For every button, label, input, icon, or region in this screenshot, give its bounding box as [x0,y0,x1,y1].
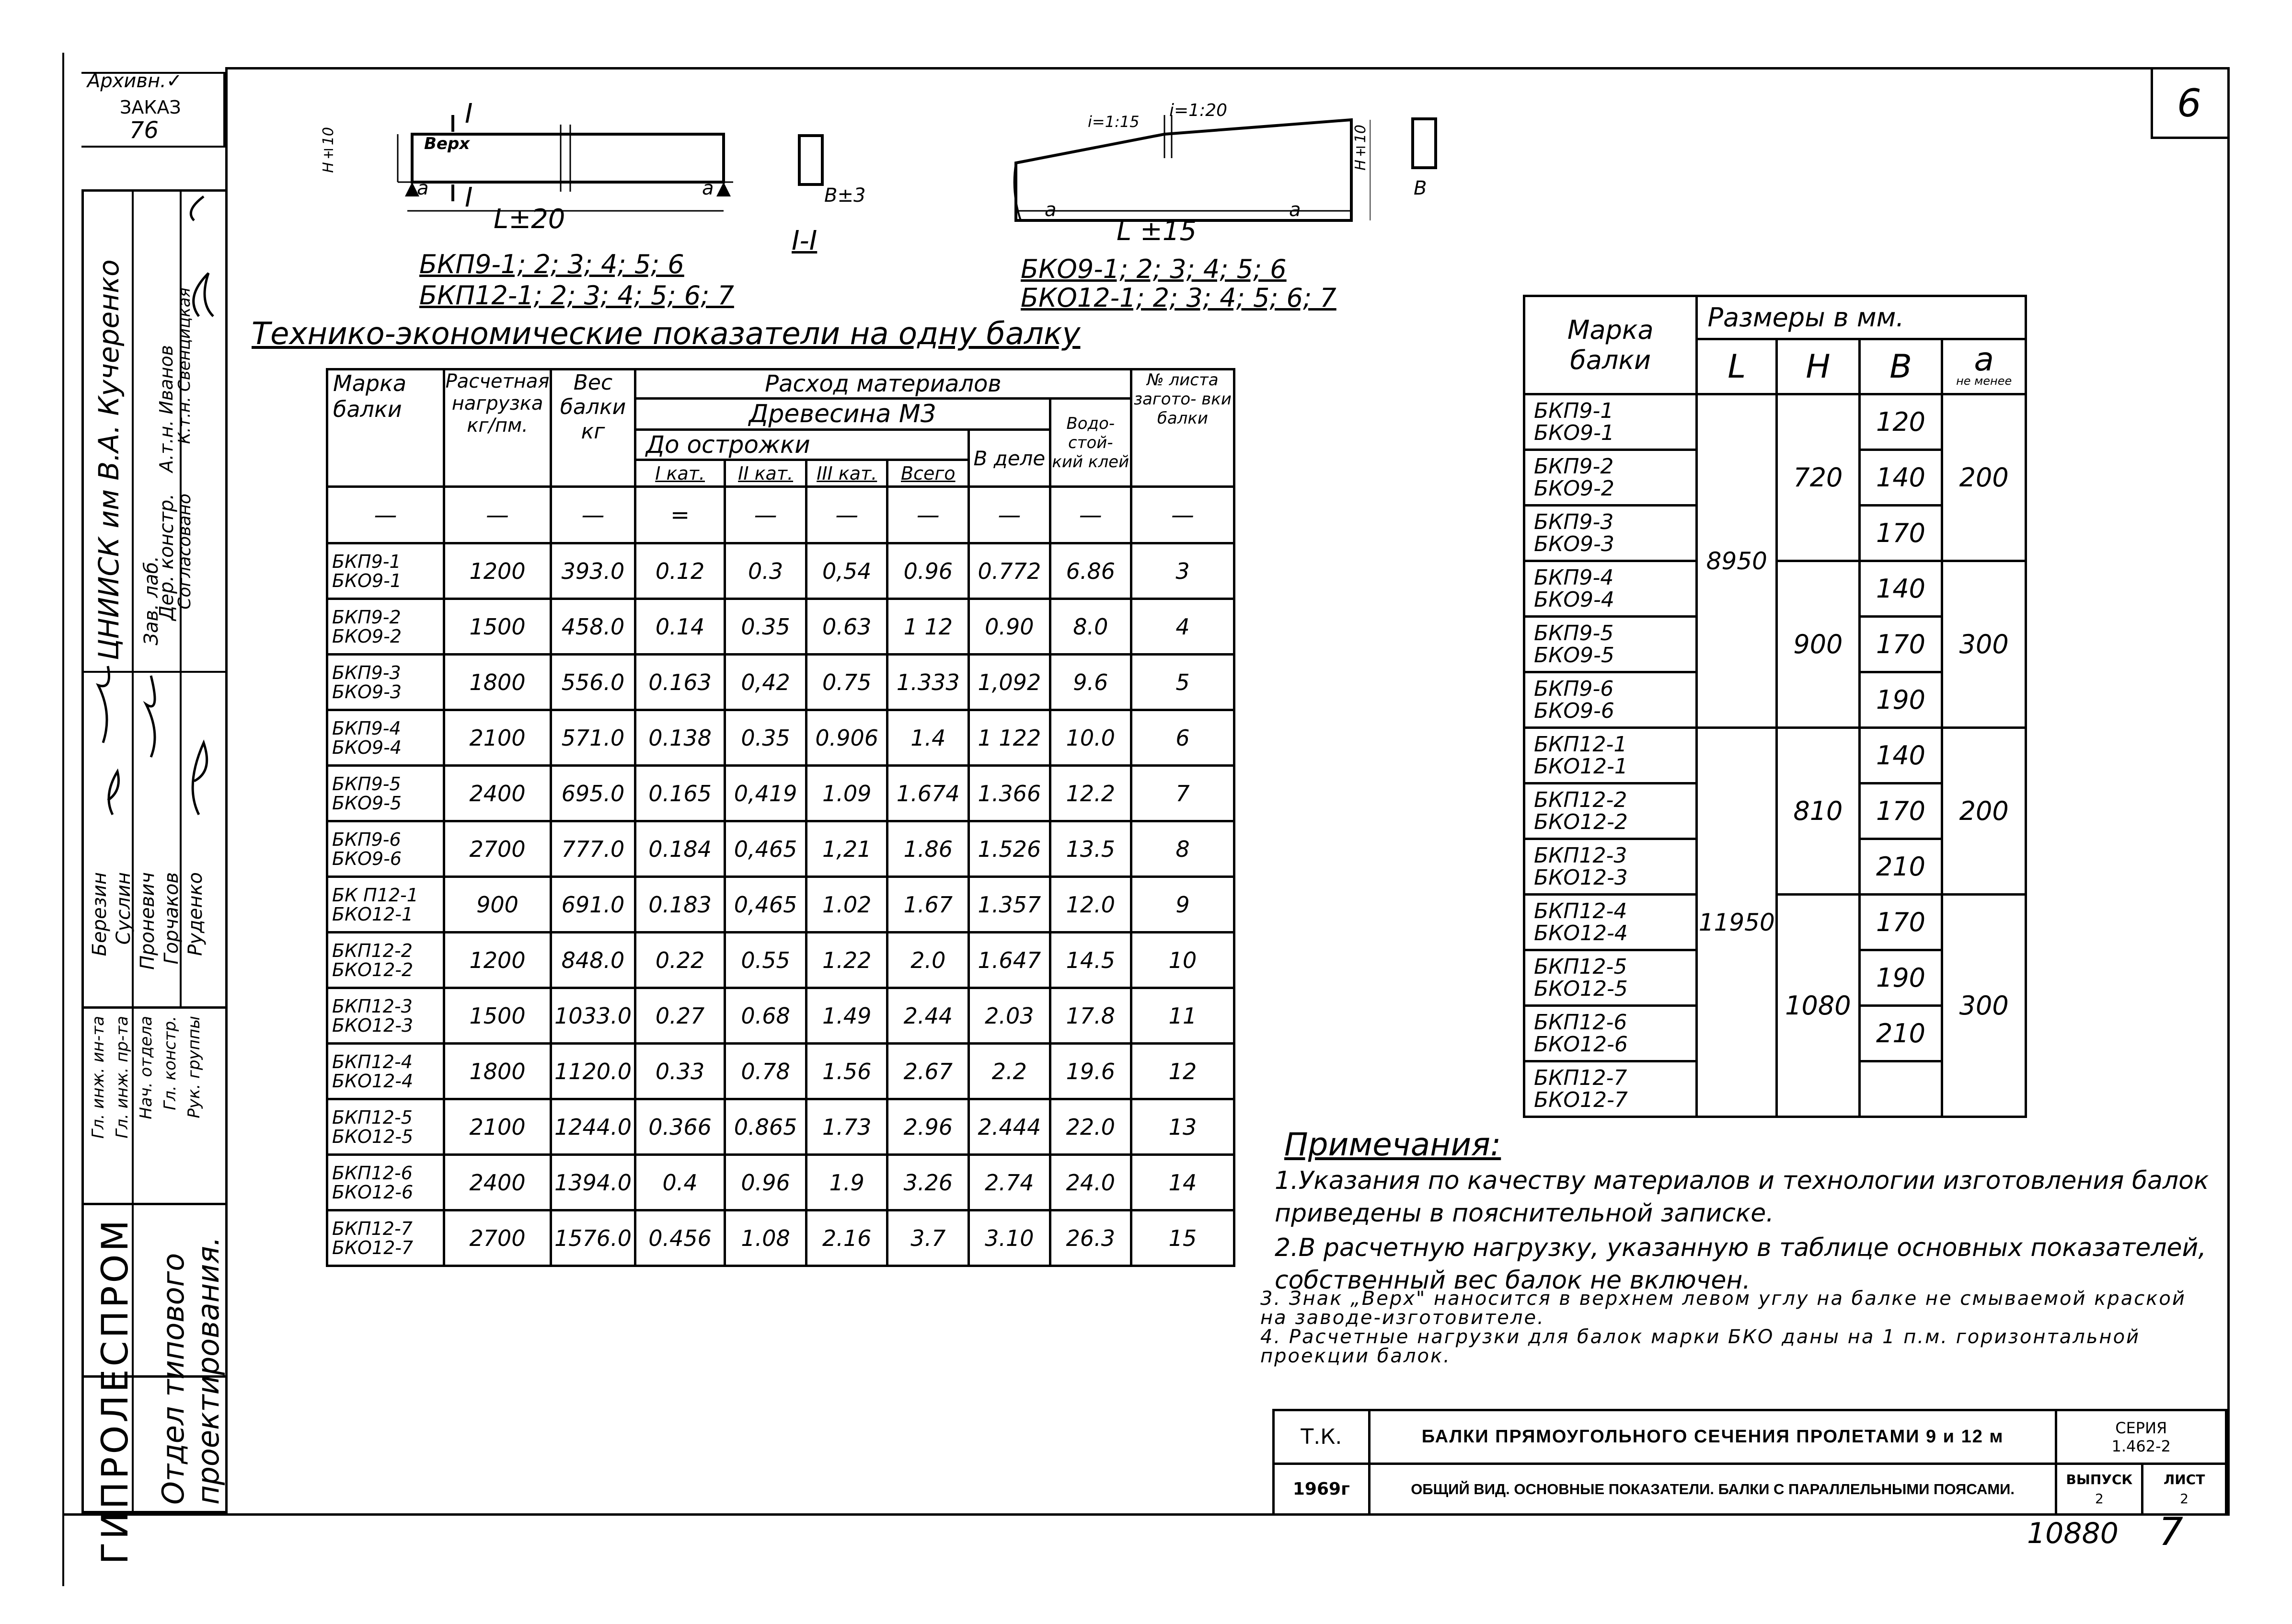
note-3: 3. Знак „Верх" наносится в верхнем левом углу на балке не смываемой краской на заводе-изготовителе. [1260,1288,2186,1329]
cell-c1: 0.165 [635,766,725,821]
cell-tot: 2.0 [887,933,969,988]
cell-glue: 12.2 [1050,766,1131,821]
dim-row-mark: БКП9-2 БКО9-2 [1524,450,1697,506]
cell-load: 1500 [444,599,551,655]
dim-row-mark: БКП9-6 БКО9-6 [1524,672,1697,728]
dim-row [1524,394,2026,450]
cell-c1: 0.22 [635,933,725,988]
cell-tot: 0.96 [887,543,969,599]
d2-support-left: a [1045,199,1057,221]
cell-glue: 8.0 [1050,599,1131,655]
cell-weight: 1033.0 [551,988,635,1044]
cell-weight: 1244.0 [551,1099,635,1155]
cell-load: 1200 [444,543,551,599]
table-row [327,655,1234,710]
cell-sheet: 9 [1131,877,1234,933]
cell-load: 1800 [444,655,551,710]
cell-c2: 0,419 [725,766,806,821]
d2-slope-1: i=1:15 [1088,113,1140,131]
cell-load: 2700 [444,821,551,877]
dim-B: 190 [1859,672,1942,728]
dim-B: 170 [1859,895,1942,950]
row-mark: БКП12-4 БКО12-4 [327,1044,444,1099]
th-consumption: Расход материалов [635,369,1131,399]
dim-H: 720 [1777,394,1860,561]
dim-B: 140 [1859,561,1942,617]
cell-glue: 17.8 [1050,988,1131,1044]
table-row [327,821,1234,877]
cell-c1: 0.12 [635,543,725,599]
cell-c2: 0,42 [725,655,806,710]
sheet-number-box [2151,69,2230,139]
th-sheet: № листа загото- вки балки [1131,369,1234,487]
stamp-role-2: Дер. констр. [156,494,178,621]
d1-section-mark-bottom: I [465,182,473,213]
dim-row-mark: БКП12-1 БКО12-1 [1524,728,1697,783]
dim-B: 190 [1859,950,1942,1006]
dim-th-H: H [1777,339,1860,394]
archive-label: Архивн.✓ [87,70,183,92]
institute-name: ГИПРОЛЕСПРОМ [93,1217,136,1565]
table-row [327,933,1234,988]
cell-work: 1.357 [969,877,1050,933]
stamp-role-1: Зав. лаб. [140,556,162,645]
cell-c1: 0.138 [635,710,725,766]
th-weight: Вес балки кг [551,369,635,487]
cell-work: 2.03 [969,988,1050,1044]
cell-c3: 0.63 [806,599,887,655]
cell-c3: 1,21 [806,821,887,877]
cell-weight: 571.0 [551,710,635,766]
d1-top-label: Верх [424,134,470,153]
cell-sheet: 13 [1131,1099,1234,1155]
cell-load: 1800 [444,1044,551,1099]
dim-B: 170 [1859,617,1942,672]
cell-c1: 0.184 [635,821,725,877]
d1-section-label: I-I [792,225,818,256]
stamp-person-2: К.т.н. Свенцицкая [175,288,194,444]
frame-right [2227,67,2230,1514]
cell-c2: 0.78 [725,1044,806,1099]
staff-role-3: Нач. отдела [137,1016,156,1119]
cell-c3: 1.9 [806,1155,887,1210]
cell-weight: 691.0 [551,877,635,933]
d2-support-right: a [1289,199,1301,221]
th-wood: Древесина М3 [635,399,1050,430]
gable-beam-body [1016,120,1351,220]
cell-c1: 0.14 [635,599,725,655]
cell-c2: 0.35 [725,710,806,766]
cell-weight: 777.0 [551,821,635,877]
row-mark: БКП9-2 БКО9-2 [327,599,444,655]
th-before-planing: До острожки [635,430,968,460]
dim-th-mark: Марка балки [1524,296,1697,394]
cell-c3: 1.02 [806,877,887,933]
tb-series: СЕРИЯ 1.462-2 [2056,1410,2226,1464]
cell-c2: 0.96 [725,1155,806,1210]
cell-glue: 13.5 [1050,821,1131,877]
cell-work: 2.444 [969,1099,1050,1155]
note-4: 4. Расчетные нагрузки для балок марки БКО даны на 1 п.м. горизонтальной проекции балок. [1260,1326,2141,1367]
cell-work: 1.647 [969,933,1050,988]
staff-role-4: Гл. констр. [161,1016,180,1110]
cell-load: 2700 [444,1210,551,1266]
cell-load: 2100 [444,1099,551,1155]
cell-work: 1.366 [969,766,1050,821]
cell-work: 2.2 [969,1044,1050,1099]
row-mark: БКП9-3 БКО9-3 [327,655,444,710]
dim-a: 300 [1942,895,2026,1117]
row-mark: БКП12-5 БКО12-5 [327,1099,444,1155]
staff-name-3: Проневич [137,872,159,970]
cell-sheet: 5 [1131,655,1234,710]
cell-weight: 1576.0 [551,1210,635,1266]
table-row [327,877,1234,933]
row-mark: БКП9-1 БКО9-1 [327,543,444,599]
dim-H: 810 [1777,728,1860,895]
tb-tk: Т.К. [1274,1410,1370,1464]
cell-weight: 393.0 [551,543,635,599]
dim-H: 900 [1777,561,1860,728]
cell-tot: 2.67 [887,1044,969,1099]
cell-sheet: 12 [1131,1044,1234,1099]
dim-row-mark: БКП12-3 БКО12-3 [1524,839,1697,895]
staff-name-2: Суслин [113,872,135,945]
cell-glue: 19.6 [1050,1044,1131,1099]
cell-tot: 1.4 [887,710,969,766]
th-cat3: III кат. [806,460,887,487]
table-row [327,710,1234,766]
tb-year: 1969г [1274,1464,1370,1515]
technical-table [326,368,1235,1267]
sheet-left-edge [62,53,64,1586]
dim-a: 200 [1942,728,2026,895]
d1-section-mark-top: I [465,98,473,129]
cell-tot: 2.96 [887,1099,969,1155]
cell-load: 900 [444,877,551,933]
cell-sheet: 8 [1131,821,1234,877]
tb-title-1: БАЛКИ ПРЯМОУГОЛЬНОГО СЕЧЕНИЯ ПРОЛЕТАМИ 9 и 12 м [1369,1410,2056,1464]
frame-top [225,67,2227,69]
cell-c1: 0.163 [635,655,725,710]
cell-tot: 1.86 [887,821,969,877]
cell-c3: 0,54 [806,543,887,599]
table-row [327,1155,1234,1210]
dim-row [1524,728,2026,783]
cell-sheet: 11 [1131,988,1234,1044]
dim-row-mark: БКП12-7 БКО12-7 [1524,1061,1697,1117]
cell-weight: 848.0 [551,933,635,988]
cell-glue: 12.0 [1050,877,1131,933]
dim-a: 300 [1942,561,2026,728]
th-cat2: II кат. [725,460,806,487]
th-mark: Марка балки [327,369,444,487]
cell-tot: 1.67 [887,877,969,933]
cell-glue: 14.5 [1050,933,1131,988]
archive-box [81,72,225,148]
cell-c3: 1.56 [806,1044,887,1099]
row-mark: БКП12-7 БКО12-7 [327,1210,444,1266]
stamp-role-3: Согласовано [175,494,195,610]
cell-sheet: 4 [1131,599,1234,655]
cell-load: 1500 [444,988,551,1044]
th-cat1: I кат. [635,460,725,487]
d1-length: L±20 [494,204,565,235]
dim-row-mark: БКП12-6 БКО12-6 [1524,1006,1697,1061]
d1-support-right: a [702,177,714,199]
cell-glue: 22.0 [1050,1099,1131,1155]
d1-caption-2: БКП12-1; 2; 3; 4; 5; 6; 7 [419,280,734,311]
dim-row-mark: БКП12-5 БКО12-5 [1524,950,1697,1006]
cell-c3: 1.09 [806,766,887,821]
dim-row-mark: БКП12-2 БКО12-2 [1524,783,1697,839]
cell-sheet: 6 [1131,710,1234,766]
cell-c2: 0,465 [725,821,806,877]
department-name: Отдел типового проектирования. [156,1236,226,1505]
dim-th-sizes: Размеры в мм. [1697,296,2026,339]
cell-c2: 0.865 [725,1099,806,1155]
staff-name-4: Горчаков [161,872,183,965]
table-row [327,543,1234,599]
dim-B: 210 [1859,839,1942,895]
cell-load: 2400 [444,766,551,821]
footer-number: 10880 [2027,1517,2119,1550]
cell-c1: 0.4 [635,1155,725,1210]
cell-work: 2.74 [969,1155,1050,1210]
cell-c3: 1.73 [806,1099,887,1155]
cell-c3: 1.22 [806,933,887,988]
order-label: ЗАКАЗ [120,97,181,118]
cell-tot: 3.26 [887,1155,969,1210]
stamp-person-1: А.т.н. Иванов [156,345,177,472]
dim-L-12: 11950 [1697,728,1777,1117]
cell-c1: 0.366 [635,1099,725,1155]
cell-c1: 0.33 [635,1044,725,1099]
cell-glue: 26.3 [1050,1210,1131,1266]
cell-sheet: 14 [1131,1155,1234,1210]
cell-tot: 1.674 [887,766,969,821]
d2-caption-2: БКО12-1; 2; 3; 4; 5; 6; 7 [1021,283,1336,313]
cell-weight: 1394.0 [551,1155,635,1210]
d2-slope-2: i=1:20 [1169,101,1228,120]
cell-work: 1.526 [969,821,1050,877]
title-block [1272,1409,2227,1516]
cell-tot: 1.333 [887,655,969,710]
cell-c2: 0.68 [725,988,806,1044]
cell-c2: 0.35 [725,599,806,655]
cell-weight: 556.0 [551,655,635,710]
table-row [327,1210,1234,1266]
staff-role-5: Рук. группы [184,1016,204,1118]
cell-load: 2400 [444,1155,551,1210]
cell-load: 2100 [444,710,551,766]
cell-c2: 0.3 [725,543,806,599]
dim-a: 200 [1942,394,2026,561]
left-stamp [81,189,226,1565]
d2-length: L ±15 [1117,216,1197,247]
dim-th-a: а не менее [1942,339,2026,394]
dim-th-L: L [1697,339,1777,394]
d2-cross-section [1411,117,1437,169]
d2-height: H±10 [1352,125,1369,171]
cell-work: 0.772 [969,543,1050,599]
row-mark: БКП9-5 БКО9-5 [327,766,444,821]
row-mark: БКП9-4 БКО9-4 [327,710,444,766]
d2-width: B [1414,177,1427,199]
tb-title-2: ОБЩИЙ ВИД. ОСНОВНЫЕ ПОКАЗАТЕЛИ. БАЛКИ С ПАРАЛЛЕЛЬНЫМИ ПОЯСАМИ. [1369,1464,2056,1515]
cell-glue: 9.6 [1050,655,1131,710]
stamp-org: ЦНИИСК им В.А. Кучеренко [92,259,125,661]
table-row [327,988,1234,1044]
cell-tot: 1 12 [887,599,969,655]
dim-H: 1080 [1777,895,1860,1117]
cell-glue: 10.0 [1050,710,1131,766]
cell-work: 0.90 [969,599,1050,655]
table-row [327,599,1234,655]
dim-L-9: 8950 [1697,394,1777,728]
footer-page: 7 [2159,1509,2183,1554]
dim-row-mark: БКП12-4 БКО12-4 [1524,895,1697,950]
cell-load: 1200 [444,933,551,988]
dim-B: 140 [1859,450,1942,506]
cell-c1: 0.456 [635,1210,725,1266]
cell-weight: 458.0 [551,599,635,655]
cell-sheet: 3 [1131,543,1234,599]
row-mark: БКП12-3 БКО12-3 [327,988,444,1044]
notes-title: Примечания: [1284,1126,1501,1163]
note-1: 1.Указания по качеству материалов и технологии изготовления балок приведены в пояснительной записке. [1275,1166,2209,1228]
d1-height: H±10 [320,127,337,173]
staff-role-1: Гл. инж. ин-та [89,1016,108,1139]
cell-tot: 3.7 [887,1210,969,1266]
cell-c3: 1.49 [806,988,887,1044]
th-glue: Водо- стой- кий клей [1050,399,1131,487]
dim-B: 120 [1859,394,1942,450]
dim-B: 170 [1859,783,1942,839]
cell-work: 1 122 [969,710,1050,766]
cell-tot: 2.44 [887,988,969,1044]
cell-glue: 6.86 [1050,543,1131,599]
dim-B: 170 [1859,506,1942,561]
cell-c2: 0.55 [725,933,806,988]
cell-sheet: 15 [1131,1210,1234,1266]
cell-c2: 1.08 [725,1210,806,1266]
row-mark: БКП12-2 БКО12-2 [327,933,444,988]
cell-c2: 0,465 [725,877,806,933]
dim-row-mark: БКП9-3 БКО9-3 [1524,506,1697,561]
d1-cross-section [798,134,824,186]
table-row [327,766,1234,821]
d1-support-left: a [417,177,429,199]
note-2: 2.В расчетную нагрузку, указанную в таблице основных показателей, собственный вес балок не включен. [1275,1233,2206,1295]
dim-row-mark: БКП9-5 БКО9-5 [1524,617,1697,672]
cell-glue: 24.0 [1050,1155,1131,1210]
th-total: Всего [887,460,969,487]
tb-issue: ВЫПУСК 2 [2056,1464,2142,1515]
order-number: 76 [129,117,159,144]
d1-width: B±3 [824,184,866,207]
cell-weight: 695.0 [551,766,635,821]
row-mark: БКП12-6 БКО12-6 [327,1155,444,1210]
main-table-title: Технико-экономические показатели на одну балку [252,316,1081,352]
th-load: Расчетная нагрузка кг/пм. [444,369,551,487]
cell-work: 1,092 [969,655,1050,710]
row-mark: БКП9-6 БКО9-6 [327,821,444,877]
dim-B [1859,1061,1942,1117]
d2-caption-1: БКО9-1; 2; 3; 4; 5; 6 [1021,254,1287,284]
sheet-number: 6 [2177,81,2201,126]
row-mark: БК П12-1 БКО12-1 [327,877,444,933]
cell-sheet: 7 [1131,766,1234,821]
cell-c3: 0.75 [806,655,887,710]
dim-row-mark: БКП9-1 БКО9-1 [1524,394,1697,450]
beam-drawing-gable [1006,105,1371,230]
cell-c3: 2.16 [806,1210,887,1266]
dim-th-B: В [1859,339,1942,394]
cell-sheet: 10 [1131,933,1234,988]
staff-role-2: Гл. инж. пр-та [113,1016,132,1139]
th-in-work: В деле [969,430,1050,487]
cell-weight: 1120.0 [551,1044,635,1099]
staff-name-5: Руденко [184,872,207,956]
table-row [327,1099,1234,1155]
d1-caption-1: БКП9-1; 2; 3; 4; 5; 6 [419,249,684,279]
staff-name-1: Березин [89,872,111,956]
cell-work: 3.10 [969,1210,1050,1266]
cell-c1: 0.183 [635,877,725,933]
table-row [327,1044,1234,1099]
tb-sheet: ЛИСТ 2 [2142,1464,2226,1515]
dimensions-table [1523,295,2027,1118]
dim-B: 210 [1859,1006,1942,1061]
dim-row-mark: БКП9-4 БКО9-4 [1524,561,1697,617]
cell-c1: 0.27 [635,988,725,1044]
dim-B: 140 [1859,728,1942,783]
cell-c3: 0.906 [806,710,887,766]
dash-row: — — — = — — — — — — [327,487,1234,543]
